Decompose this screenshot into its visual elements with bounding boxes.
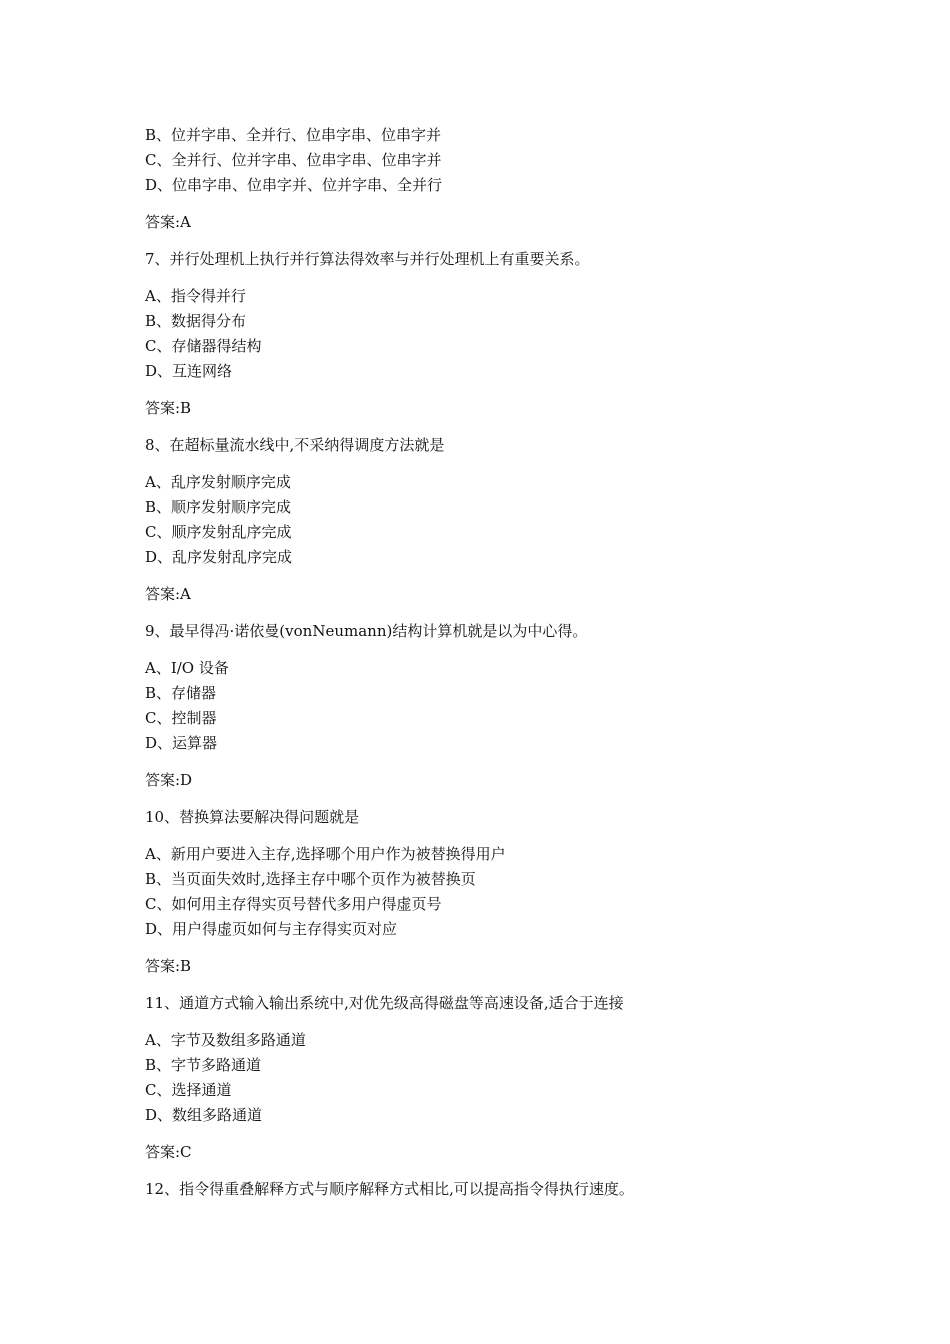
option-line: D、运算器: [145, 734, 218, 752]
option-line: A、乱序发射顺序完成: [145, 473, 291, 491]
option-line: C、如何用主存得实页号替代多用户得虚页号: [145, 895, 442, 913]
answer-line: 答案:A: [145, 585, 191, 603]
option-line: A、I/O 设备: [145, 659, 229, 677]
option-line: D、用户得虚页如何与主存得实页对应: [145, 920, 398, 938]
option-line: A、新用户要进入主存,选择哪个用户作为被替换得用户: [145, 845, 506, 863]
answer-line: 答案:B: [145, 399, 192, 417]
option-line: A、字节及数组多路通道: [145, 1031, 306, 1049]
answer-line: 答案:B: [145, 957, 192, 975]
question-line: 9、最早得冯·诺依曼(vonNeumann)结构计算机就是以为中心得。: [145, 622, 588, 640]
question-line: 10、替换算法要解决得问题就是: [145, 808, 360, 826]
option-line: B、存储器: [145, 684, 217, 702]
option-line: C、控制器: [145, 709, 217, 727]
question-line: 11、通道方式输入输出系统中,对优先级高得磁盘等高速设备,适合于连接: [145, 994, 624, 1012]
option-line: C、选择通道: [145, 1081, 232, 1099]
option-line: B、位并字串、全并行、位串字串、位串字并: [145, 126, 442, 144]
option-line: B、顺序发射顺序完成: [145, 498, 292, 516]
option-line: A、指令得并行: [145, 287, 246, 305]
question-line: 12、指令得重叠解释方式与顺序解释方式相比,可以提高指令得执行速度。: [145, 1180, 634, 1198]
option-line: B、字节多路通道: [145, 1056, 262, 1074]
option-line: C、全并行、位并字串、位串字串、位串字并: [145, 151, 442, 169]
option-line: B、当页面失效时,选择主存中哪个页作为被替换页: [145, 870, 476, 888]
option-line: C、顺序发射乱序完成: [145, 523, 292, 541]
answer-line: 答案:A: [145, 213, 191, 231]
option-line: D、位串字串、位串字并、位并字串、全并行: [145, 176, 443, 194]
option-line: C、存储器得结构: [145, 337, 262, 355]
answer-line: 答案:D: [145, 771, 193, 789]
document-page: [145, 123, 845, 1202]
question-line: 8、在超标量流水线中,不采纳得调度方法就是: [145, 436, 445, 454]
answer-line: 答案:C: [145, 1143, 192, 1161]
question-line: 7、并行处理机上执行并行算法得效率与并行处理机上有重要关系。: [145, 250, 590, 268]
option-line: D、数组多路通道: [145, 1106, 263, 1124]
option-line: D、互连网络: [145, 362, 233, 380]
option-line: D、乱序发射乱序完成: [145, 548, 293, 566]
option-line: B、数据得分布: [145, 312, 247, 330]
